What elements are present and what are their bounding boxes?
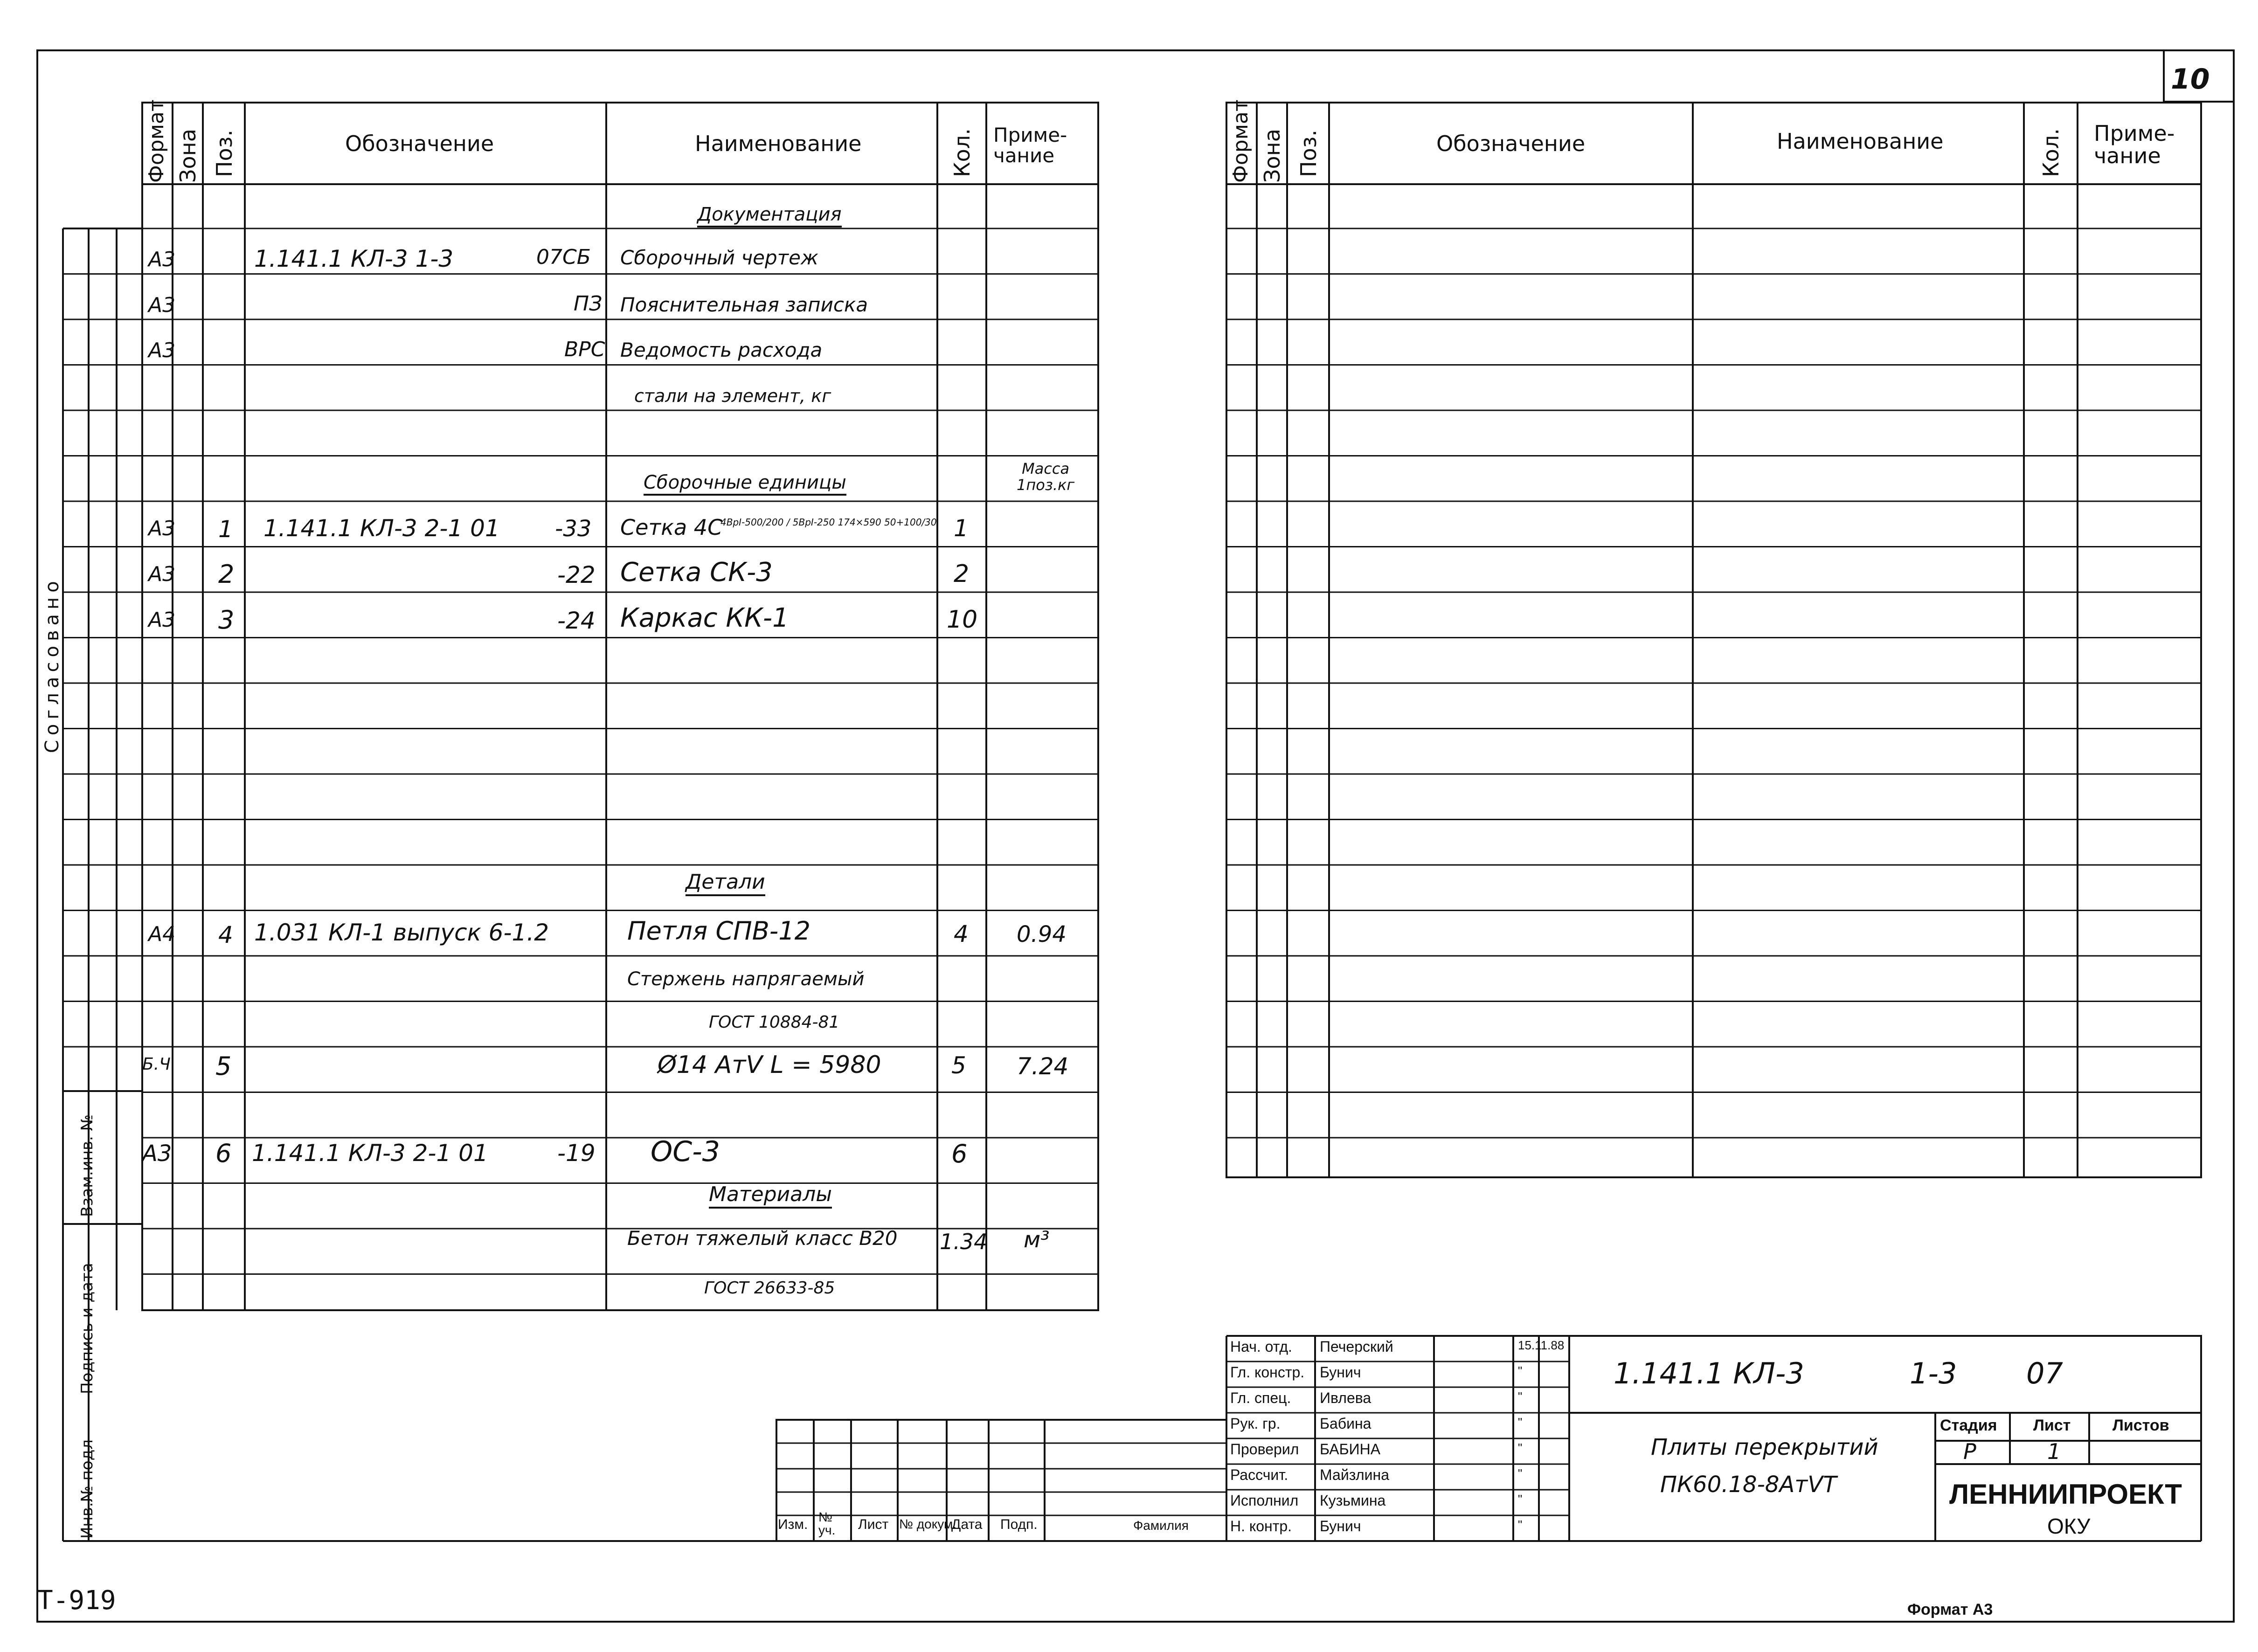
row-format: А3 [148,562,176,586]
row-code: 1.031 КЛ-1 выпуск 6-1.2 [254,919,549,946]
label-sign-date: Подпись и дата [78,1263,97,1394]
row-format: А3 [142,1141,172,1167]
row-pos: 1 [218,516,233,543]
row-format: А3 [148,293,176,317]
row-code-suffix: -19 [557,1140,596,1167]
row-note: м³ [1024,1227,1050,1253]
title-sheet-label: Лист [2033,1417,2071,1434]
signer-role: Рук. гр. [1230,1415,1281,1432]
title-line-1: Плиты перекрытий [1651,1434,1878,1460]
title-designation-b: 1-3 [1910,1356,1957,1390]
header-pos: Поз. [212,130,237,177]
signer-name: Бунич [1320,1364,1361,1381]
row-code: 1.141.1 КЛ-3 1-3 [254,245,454,272]
signer-date: " [1518,1389,1523,1403]
section-assembly-units: Сборочные единицы [644,473,846,496]
row-name: стали на элемент, кг [634,386,831,406]
header-qty: Кол. [949,128,975,177]
title-dept: ОКУ [2047,1514,2091,1538]
mass-header: Масса 1поз.кг [1017,460,1075,494]
row-format: А3 [148,608,176,632]
signer-name: Майзлина [1320,1466,1390,1483]
signer-role: Гл. спец. [1230,1389,1291,1406]
rev-no-uch: № уч. [818,1510,836,1537]
rev-list: Лист [858,1517,889,1532]
signer-date: " [1518,1518,1523,1532]
title-designation-c: 07 [2026,1356,2063,1390]
row-name: Бетон тяжелый класс В20 [627,1227,898,1250]
right-header-format: Формат [1229,99,1253,183]
row-name: Сборочный чертеж [620,246,818,269]
header-name: Наименование [695,131,862,156]
right-header-zone: Зона [1260,129,1285,183]
signer-date: " [1518,1492,1523,1506]
row-name: Пояснительная записка [620,293,868,316]
rev-surname: Фамилия [1133,1518,1189,1533]
header-note: Приме- чание [993,124,1067,167]
right-header-name: Наименование [1777,129,1944,154]
row-name: Петля СПВ-12 [627,916,811,946]
row-format: А4 [148,922,176,946]
row-qty: 1 [954,515,969,542]
signer-date: " [1518,1415,1523,1429]
row-code-suffix: ПЗ [574,292,603,316]
doc-code: Т-919 [37,1585,116,1616]
signer-role: Нач. отд. [1230,1338,1292,1355]
label-inv-orig: Инв.№ подл [78,1439,97,1539]
header-format: Формат [145,99,168,183]
signer-role: Исполнил [1230,1492,1299,1509]
title-line-2: ПК60.18-8АтVТ [1660,1472,1837,1498]
rev-sign: Подп. [1000,1517,1038,1532]
row-qty: 1.34 [940,1229,988,1254]
row-qty: 5 [951,1052,966,1079]
signer-name: Кузьмина [1320,1492,1386,1509]
row-format: А3 [148,339,176,362]
signer-name: Ивлева [1320,1389,1371,1406]
row-pos: 2 [218,560,235,589]
row-pos: 3 [218,605,235,635]
signer-role: Рассчит. [1230,1466,1288,1483]
signer-date: " [1518,1441,1523,1455]
row-name: ОС-3 [651,1135,720,1168]
signer-role: Гл. констр. [1230,1364,1305,1381]
signer-date: 15.11.88 [1518,1338,1565,1352]
row-name: Ø14 АтV L = 5980 [658,1051,881,1079]
title-stage: Р [1963,1439,1976,1464]
signer-role: Н. контр. [1230,1518,1292,1534]
row-code: 1.141.1 КЛ-3 2-1 01 [263,515,500,542]
row-code-suffix: -24 [557,607,596,634]
title-designation: 1.141.1 КЛ-3 [1614,1356,1804,1390]
signer-date: " [1518,1466,1523,1480]
row-note: 0.94 [1017,921,1067,947]
row-note: 7.24 [1017,1053,1069,1080]
section-details: Детали [686,872,765,896]
row-qty: 2 [954,560,970,588]
row-format: Б.Ч [142,1055,171,1074]
header-designation: Обозначение [345,131,494,156]
rev-no-doc: № докум. [899,1517,957,1531]
signer-name: Бабина [1320,1415,1371,1432]
title-stage-label: Стадия [1940,1417,1997,1434]
label-agreed: Согласовано [42,576,63,753]
section-materials: Материалы [709,1184,832,1209]
row-code: 1.141.1 КЛ-3 2-1 01 [252,1140,488,1167]
row-name: Каркас КК-1 [620,603,789,633]
row-qty: 6 [951,1139,968,1168]
row-name: Сетка 4С [620,515,723,540]
rev-izm: Изм. [778,1517,808,1532]
signer-role: Проверил [1230,1441,1299,1458]
right-header-designation: Обозначение [1436,131,1586,156]
row-name: ГОСТ 10884-81 [709,1013,840,1032]
signer-name: БАБИНА [1320,1441,1381,1458]
row-code-suffix: 07СБ [536,245,591,269]
row-code-suffix: -22 [557,561,596,588]
signer-date: " [1518,1364,1523,1378]
row-qty: 10 [947,606,978,634]
right-header-note: Приме- чание [2094,121,2175,169]
section-documentation: Документация [697,205,842,228]
row-name: ГОСТ 26633-85 [704,1279,835,1298]
label-inv-replace: Взам.инв. № [78,1114,97,1217]
rev-date: Дата [951,1517,983,1532]
row-pos: 6 [215,1139,232,1168]
title-sheets-label: Листов [2113,1417,2169,1434]
signer-name: Печерский [1320,1338,1393,1355]
right-header-qty: Кол. [2038,128,2064,177]
page-number: 10 [2171,63,2210,96]
title-sheet: 1 [2047,1439,2061,1464]
row-name: Ведомость расхода [620,339,823,361]
signer-name: Бунич [1320,1518,1361,1534]
row-name-extra: 4BpI-500/200 / 5BpI-250 174×590 50+100/30 [720,517,937,528]
row-qty: 4 [954,920,969,947]
row-name: Сетка СК-3 [620,557,773,588]
row-format: А3 [148,248,176,271]
row-pos: 5 [215,1051,232,1081]
right-header-pos: Поз. [1296,130,1321,177]
row-name: Стержень напрягаемый [627,968,865,990]
row-code-suffix: -33 [555,516,592,542]
row-pos: 4 [218,921,233,948]
row-code-suffix: ВРС [564,338,605,361]
header-zone: Зона [175,129,201,183]
row-format: А3 [148,517,176,540]
format-label: Формат А3 [1907,1601,1993,1618]
title-org: ЛЕННИИПРОЕКТ [1949,1479,2182,1510]
